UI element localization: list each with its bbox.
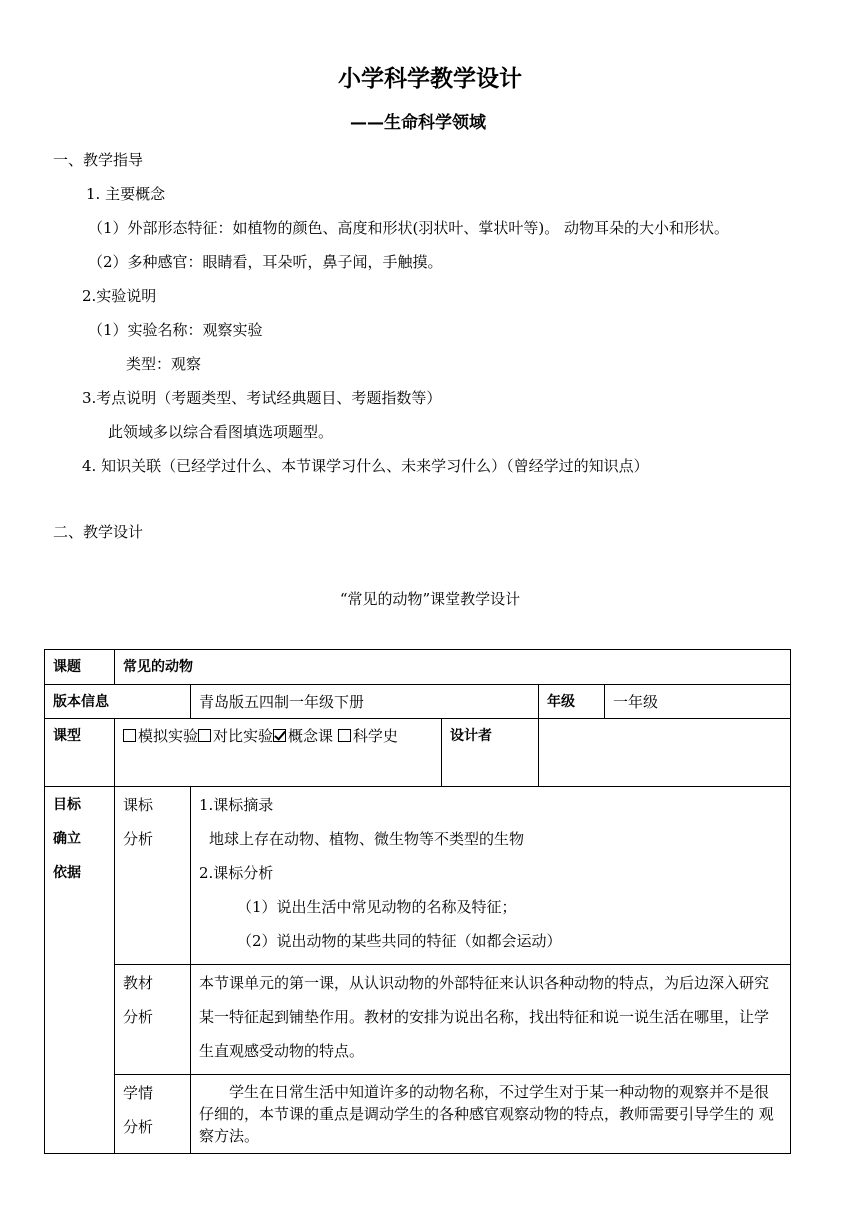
topic-label: 课题 xyxy=(45,650,115,685)
type-label: 课型 xyxy=(45,719,115,787)
student-content: 学生在日常生活中知道许多的动物名称，不过学生对于某一种动物的观察并不是很仔细的，本节课的重点是调动学生的各种感官观察动物的特点，教师需要引导学生的 观察方法。 xyxy=(191,1075,791,1154)
checked-checkbox-icon xyxy=(273,729,286,742)
topic-value: 常见的动物 xyxy=(115,650,791,685)
concept-line-1: （1）外部形态特征：如植物的颜色、高度和形状(羽状叶、掌状叶等)。 动物耳朵的大小和形状。 xyxy=(88,219,730,237)
checkbox-icon xyxy=(123,729,136,742)
student-label: 学情 分析 xyxy=(115,1075,191,1154)
designer-value xyxy=(539,719,791,787)
type-options xyxy=(115,719,442,787)
goal-basis-label: 目标 确立 依据 xyxy=(45,787,115,1154)
type-option-simulation[interactable]: 模拟实验 xyxy=(123,727,198,745)
type-option-concept[interactable]: 概念课 xyxy=(273,727,333,745)
table-row-student xyxy=(45,1075,791,1154)
textbook-label: 教材 分析 xyxy=(115,965,191,1075)
document-title: 小学科学教学设计 xyxy=(338,66,522,92)
concept-heading: 1. 主要概念 xyxy=(86,185,166,203)
checkbox-icon xyxy=(338,729,351,742)
lesson-table-title: “常见的动物”课堂教学设计 xyxy=(339,590,521,608)
standard-label: 课标 分析 xyxy=(115,787,191,965)
type-option-comparison[interactable]: 对比实验 xyxy=(198,727,273,745)
grade-value: 一年级 xyxy=(605,685,791,719)
grade-label: 年级 xyxy=(539,685,605,719)
lesson-plan-table xyxy=(44,649,791,1154)
table-row-topic xyxy=(45,650,791,685)
concept-line-2: （2）多种感官：眼睛看，耳朵听，鼻子闻，手触摸。 xyxy=(88,253,443,271)
version-value: 青岛版五四制一年级下册 xyxy=(191,685,539,719)
table-row-type xyxy=(45,719,791,787)
experiment-heading: 2.实验说明 xyxy=(82,287,157,305)
type-option-history[interactable]: 科学史 xyxy=(338,727,398,745)
table-row-standard xyxy=(45,787,791,965)
table-row-version xyxy=(45,685,791,719)
checkbox-icon xyxy=(198,729,211,742)
version-label: 版本信息 xyxy=(45,685,191,719)
textbook-content: 本节课单元的第一课，从认识动物的外部特征来认识各种动物的特点，为后边深入研究某一特征起到铺垫作用。教材的安排为说出名称，找出特征和说一说生活在哪里，让学生直观感受动物的特点。 xyxy=(191,965,791,1075)
standard-content: 1.课标摘录 地球上存在动物、植物、微生物等不类型的生物 2.课标分析 （1）说出生活中常见动物的名称及特征； （2）说出动物的某些共同的特征（如都会运动） xyxy=(191,787,791,965)
table-row-textbook xyxy=(45,965,791,1075)
exam-heading: 3.考点说明（考题类型、考试经典题目、考题指数等） xyxy=(82,389,442,407)
experiment-name: （1）实验名称：观察实验 xyxy=(88,321,263,339)
document-subtitle: ——生命科学领域 xyxy=(350,113,486,133)
experiment-type: 类型：观察 xyxy=(126,355,202,373)
knowledge-heading: 4. 知识关联（已经学过什么、本节课学习什么、未来学习什么）（曾经学过的知识点） xyxy=(82,457,649,475)
exam-line: 此领域多以综合看图填选项题型。 xyxy=(108,423,334,441)
section1-heading: 一、教学指导 xyxy=(53,151,144,169)
section2-heading: 二、教学设计 xyxy=(53,523,144,541)
designer-label: 设计者 xyxy=(442,719,539,787)
